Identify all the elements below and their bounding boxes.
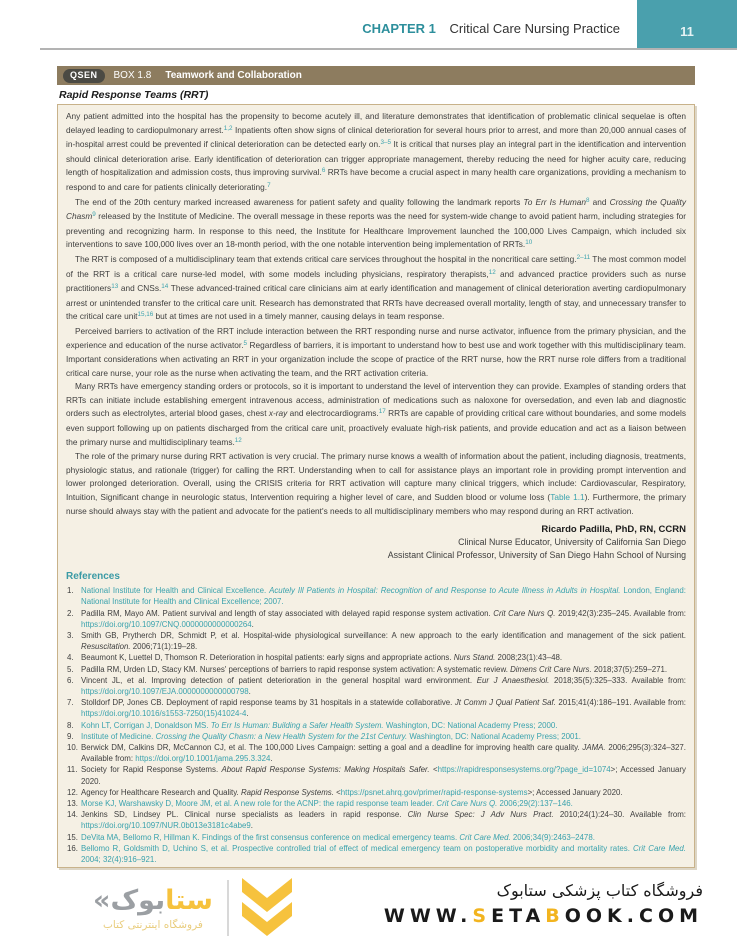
text-run: . bbox=[248, 687, 251, 697]
reference-link[interactable]: To Err Is Human: Building a Safer Health System. bbox=[210, 720, 384, 730]
citation-superscript[interactable]: 15,16 bbox=[137, 311, 154, 319]
author-title-1: Clinical Nurse Educator, University of California San Diego bbox=[458, 537, 686, 548]
body-paragraph bbox=[66, 450, 686, 518]
reference-item bbox=[66, 675, 686, 697]
citation-superscript[interactable]: 8 bbox=[585, 196, 590, 204]
italic-text: Eur J Anaesthesiol. bbox=[476, 675, 550, 685]
reference-number: 6. bbox=[67, 675, 74, 685]
reference-link[interactable]: https://psnet.ahrq.gov/primer/rapid-response-systems bbox=[340, 787, 528, 797]
store-title: فروشگاه کتاب پزشکی ستابوک bbox=[496, 881, 703, 900]
box-number-label: BOX 1.8 bbox=[113, 70, 152, 81]
citation-superscript[interactable]: 12 bbox=[488, 268, 496, 276]
italic-text: Resuscitation. bbox=[81, 642, 131, 652]
reference-item bbox=[66, 664, 686, 675]
reference-item bbox=[66, 720, 686, 731]
author-title-2: Assistant Clinical Professor, University of San Diego Hahn School of Nursing bbox=[387, 549, 686, 560]
text-run: 2006;295(3):324–327. Available from: bbox=[81, 743, 686, 764]
reference-item bbox=[66, 742, 686, 764]
references-heading: References bbox=[66, 571, 120, 583]
reference-link[interactable]: 2004; 32(4):916–921. bbox=[81, 855, 157, 865]
text-run: 2010;24(1):24–30. Available from: bbox=[553, 810, 686, 820]
brand-name-part: « bbox=[93, 884, 111, 916]
store-url-part: OOK.COM bbox=[564, 905, 703, 927]
header-divider bbox=[40, 48, 737, 50]
text-run: RRTs are capable of providing critical care without boundaries, and some models even support following up on patients discharged from the critical care unit, proactively evaluate high-risk patients, and provide education and act as a liaison between the primary nurse and multidisciplinary teams. bbox=[66, 408, 686, 447]
setabook-wordmark bbox=[93, 886, 213, 931]
qsen-badge: QSEN bbox=[63, 69, 105, 83]
reference-link[interactable]: Kohn LT, Corrigan J, Donaldson MS. bbox=[81, 720, 211, 730]
italic-text: x-ray bbox=[268, 408, 288, 419]
italic-text: Crossing the Quality Chasm bbox=[66, 196, 686, 222]
store-watermark bbox=[384, 880, 703, 927]
running-head bbox=[362, 21, 620, 36]
brand-tagline: فروشگاه اینترنتی کتاب bbox=[102, 918, 203, 931]
reference-link[interactable]: Crossing the Quality Chasm: a New Health System for the 21st Century. bbox=[155, 731, 408, 741]
text-run: and bbox=[589, 196, 610, 207]
brand-name-part: ستا bbox=[165, 884, 213, 916]
citation-superscript[interactable]: 5 bbox=[243, 339, 248, 347]
text-run: . bbox=[270, 754, 273, 764]
reference-link[interactable]: Institute of Medicine. bbox=[81, 731, 156, 741]
text-run: It is critical that nurses play an integral part in the identification and intervention should clinical deterioration arise. Early identification of deterioration can trigger appropriate management, thereby reducing the need for higher acuity care, reducing length of hospitalization and admission costs, thus improving survival. bbox=[66, 139, 687, 178]
author-block bbox=[66, 523, 686, 561]
reference-link[interactable]: Crit Care Nurs Q. bbox=[436, 799, 498, 809]
qsen-box-content bbox=[57, 104, 695, 868]
text-run: RRTs have become a crucial aspect in many health care organizations, providing a mechanism to respond to and care for patients clinically deteriorating. bbox=[66, 167, 686, 192]
setabook-logo[interactable] bbox=[93, 876, 294, 940]
text-run bbox=[81, 866, 386, 868]
setabook-chevron-icon bbox=[240, 876, 294, 940]
text-run: The role of the primary nurse during RRT activation is very crucial. The primary nurse knows a wealth of information about the patient, including diagnosis, treatments, physiologic status, and rationale (trigger) for calling the RRT. Understanding when to call for assistance plays an important role in providing prompt intervention and lower prolonged deterioration. Overall, using the CRISIS criteria for RRT activation will capture many clinical triggers, which include: Cardiovascular, Respiratory, Intuition, Significant change in neurologic status, Intervention requiring a higher level of care, and Sudden blood or volume loss ( bbox=[66, 451, 686, 503]
text-run: and electrocardiograms. bbox=[287, 408, 379, 419]
text-run: . bbox=[251, 619, 254, 629]
text-run: 2019;42(3):235–245. Available from: bbox=[555, 608, 686, 618]
reference-number: 15. bbox=[67, 832, 78, 842]
qsen-box-header bbox=[57, 66, 695, 85]
text-run: Regardless of barriers, it is important to understand how to best use and work together with this multidisciplinary team. Important considerations when activating an RRT in your organization include the scope of practice of the RRT nurse, how the RRT nurse role differs from a traditional critical care nurse, your role as the nurse when activating the team, and the RRT activation criteria. bbox=[66, 339, 686, 378]
text-run: Inpatients often show signs of clinical deterioration for several hours prior to arrest, and more than 20,000 annual cases of in-hospital arrest could be prevented if clinical deterioration can be detected early on. bbox=[66, 124, 686, 150]
text-run: Jenkins SD, Lindsey PL. Clinical nurse specialists as leaders in rapid response. bbox=[81, 810, 408, 820]
citation-superscript[interactable]: 7 bbox=[267, 181, 271, 189]
text-run: Perceived barriers to activation of the RRT include interaction between the RRT responding nurse and nurse activator, influence from the primary physician, and the experience and education of the nurse activator. bbox=[66, 325, 686, 350]
text-run: ). Furthermore, the primary nurse should always stay with the patient and advocate for the patient's needs to all multidisciplinary members who may respond during an RRT activation. bbox=[66, 492, 686, 516]
reference-number: 8. bbox=[67, 720, 74, 730]
text-run: < bbox=[429, 765, 438, 775]
citation-superscript[interactable]: 12 bbox=[234, 436, 242, 444]
italic-text: Nurs Stand. bbox=[453, 653, 496, 663]
text-run: These advanced-trained critical care clinicians aim at early identification and management of clinical deterioration averting cardiopulmonary arrest or unintended transfer to the critical care unit. Research has demonstrated that RRTs have decreased overall mortality, length of stay, and unnecessary transfer to the critical care unit bbox=[66, 283, 686, 322]
box-subtitle: Rapid Response Teams (RRT) bbox=[59, 89, 209, 101]
text-run: The end of the 20th century marked increased awareness for patient safety and quality following the landmark reports bbox=[75, 196, 524, 207]
reference-item bbox=[66, 585, 686, 607]
text-run: The most common model of the RRT is a critical care nurse-led model, with some models including physicians, respiratory therapists, bbox=[66, 253, 686, 279]
reference-link[interactable]: Morse KJ, Warshawsky D, Moore JM, et al. A new role for the ACNP: the rapid response team leader. bbox=[81, 799, 437, 809]
citation-superscript[interactable]: 14 bbox=[161, 283, 169, 291]
reference-link[interactable]: Washington, DC: National Academy Press; 2001. bbox=[407, 731, 581, 741]
page-number: 11 bbox=[680, 24, 694, 39]
reference-item bbox=[66, 731, 686, 742]
citation-superscript[interactable]: 9 bbox=[92, 211, 96, 219]
body-paragraph bbox=[66, 196, 686, 253]
text-run: Padilla RM, Urden LD, Stacy KM. Nurses' perceptions of barriers to rapid response system activation: A systematic review. bbox=[81, 664, 511, 674]
text-run: Beaumont K, Luettel D, Thomson R. Deterioration in hospital patients: early signs and appropriate actions. bbox=[81, 653, 454, 663]
text-run: Agency for Healthcare Research and Quality. bbox=[81, 787, 241, 797]
body-paragraph bbox=[66, 325, 686, 380]
reference-number: 10. bbox=[67, 743, 78, 753]
reference-item bbox=[66, 832, 686, 843]
reference-link[interactable]: Acutely Ill Patients in Hospital: Recognition of and Response to Acute Illness in Adults in Hospital. bbox=[269, 586, 621, 596]
text-run: Many RRTs have emergency standing orders or protocols, so it is important to understand the level of intervention they can provide. Examples of standing orders that RRTs can initiate include establishing emergent intravenous access, administration of medications such as naloxone for oversedation, and even lab and diagnostic orders such as electrolytes, arterial blood gases, chest bbox=[66, 381, 686, 419]
text-run: Berwick DM, Calkins DR, McCannon CJ, et al. The 100,000 Lives Campaign: setting a goal and a deadline for improving health care quality. bbox=[81, 743, 583, 753]
text-run: and advanced practice providers such as nurse practitioners bbox=[66, 268, 686, 294]
reference-link[interactable]: Table 1.1 bbox=[550, 492, 585, 503]
text-run: released by the Institute of Medicine. The overall message in these reports was the need for system-wide change to avoid patient harm, including strategies for preventing and recognizing harm. In response to this need, the Institute for Healthcare Improvement launched the 100,000 Lives Campaign, which included six interventions to save 100,000 lives over an 18-month period, with the one notable intervention being implementation of RRTs. bbox=[66, 211, 686, 250]
citation-superscript[interactable]: 17 bbox=[378, 408, 386, 416]
text-run: 2015;41(4):186–191. Available from: bbox=[555, 698, 687, 708]
reference-link[interactable]: 2006;29(2):137–146. bbox=[497, 799, 573, 809]
text-run: Smith GB, Prytherch DR, Schmidt P, et al. Hospital-wide physiological surveillance: A new approach to the early identification and management of the sick patient. bbox=[81, 631, 686, 641]
page-number-box bbox=[637, 0, 737, 48]
reference-number bbox=[67, 865, 78, 868]
author-name: Ricardo Padilla, PhD, RN, CCRN bbox=[541, 524, 686, 536]
body-paragraph bbox=[66, 110, 686, 196]
reference-number: 11. bbox=[67, 765, 78, 775]
reference-item bbox=[66, 798, 686, 809]
body-paragraph bbox=[66, 380, 686, 450]
reference-link[interactable]: Bellomo R, Goldsmith D, Uchino S, et al. Prospective controlled trial of effect of medical emergency team on postoperative morbidity and mortality rates. bbox=[81, 843, 633, 853]
text-run: Vincent JL, et al. Improving detection of patient deterioration in the general hospital ward environment. bbox=[81, 675, 477, 685]
text-run: but at times are not used in a timely manner, causing delays in team response. bbox=[153, 311, 445, 322]
reference-link[interactable]: https://doi.org/10.1016/s1553-7250(15)41024-4 bbox=[81, 709, 247, 719]
reference-item bbox=[66, 630, 686, 652]
italic-text: Jt Comm J Qual Patient Saf. bbox=[454, 698, 556, 708]
text-run: and CNSs. bbox=[118, 283, 162, 294]
reference-number: 5. bbox=[67, 664, 74, 674]
reference-item bbox=[66, 764, 686, 786]
logo-divider bbox=[227, 880, 229, 936]
reference-link[interactable]: https://doi.org/10.1097/EJA.0000000000000798 bbox=[81, 687, 249, 697]
store-url-part: WWW. bbox=[383, 905, 473, 927]
reference-item bbox=[66, 865, 686, 868]
brand-name bbox=[93, 886, 213, 916]
reference-link[interactable]: https://doi.org/10.1097/NUR.0b013e3181c4abe9 bbox=[81, 821, 251, 831]
text-run: 2006;71(1):19–28. bbox=[130, 642, 198, 652]
reference-link[interactable]: DeVita MA, Bellomo R, Hillman K. Findings of the first consensus conference on medical emergency teams. bbox=[81, 832, 460, 842]
italic-text bbox=[386, 866, 686, 868]
reference-number: 14. bbox=[67, 810, 78, 820]
reference-link[interactable]: Crit Care Med. bbox=[632, 843, 686, 853]
reference-number: 12. bbox=[67, 787, 78, 797]
text-run: >; Accessed January 2020. bbox=[527, 787, 623, 797]
reference-number: 16. bbox=[67, 843, 78, 853]
reference-link[interactable]: https://doi.org/10.1001/jama.295.3.324 bbox=[135, 754, 271, 764]
citation-superscript[interactable]: 3–5 bbox=[380, 139, 391, 147]
italic-text: Clin Nurse Spec: J Adv Nurs Pract. bbox=[407, 810, 554, 820]
text-run: 2018;37(5):259–271. bbox=[591, 664, 668, 674]
reference-number: 4. bbox=[67, 653, 74, 663]
brand-name-part: بوک bbox=[110, 884, 166, 916]
reference-number: 13. bbox=[67, 799, 78, 809]
store-url[interactable] bbox=[384, 905, 703, 927]
reference-link[interactable]: Crit Care Med. bbox=[459, 832, 511, 842]
text-run: Stolldorf DP, Jones CB. Deployment of rapid response teams by 31 hospitals in a statewide collaborative. bbox=[81, 698, 455, 708]
reference-number: 3. bbox=[67, 631, 74, 641]
text-run: The RRT is composed of a multidisciplinary team that extends critical care services throughout the hospital in the noncritical care setting. bbox=[75, 253, 577, 264]
reference-link[interactable]: https://doi.org/10.1097/CNQ.0000000000000264 bbox=[81, 619, 252, 629]
body-paragraph bbox=[66, 253, 686, 325]
reference-number: 9. bbox=[67, 731, 74, 741]
reference-number: 7. bbox=[67, 698, 74, 708]
store-url-part: B bbox=[545, 905, 565, 927]
box-title: Teamwork and Collaboration bbox=[165, 70, 302, 81]
italic-text: To Err Is Human bbox=[523, 196, 586, 207]
citation-superscript[interactable]: 2–11 bbox=[576, 253, 591, 261]
reference-item bbox=[66, 809, 686, 831]
reference-item bbox=[66, 697, 686, 719]
text-run: Any patient admitted into the hospital has the propensity to become acutely ill, and literature demonstrates that identification of problematic clinical sequelae is often delayed leading to cardiopulmonary arrest. bbox=[66, 111, 686, 135]
chapter-label: CHAPTER 1 bbox=[362, 21, 436, 36]
reference-number: 2. bbox=[67, 608, 74, 618]
store-url-part: ETA bbox=[491, 905, 546, 927]
reference-link[interactable]: London, England: National Institute for Health and Clinical Excellence; 2007. bbox=[81, 586, 686, 607]
reference-item bbox=[66, 608, 686, 630]
citation-superscript[interactable]: 13 bbox=[111, 283, 119, 291]
text-run: . bbox=[250, 821, 253, 831]
reference-link[interactable]: https://rapidresponsesystems.org/?page_id=1074 bbox=[437, 765, 611, 775]
italic-text: About Rapid Response Systems: Making Hospitals Safer. bbox=[221, 765, 430, 775]
box-paragraphs bbox=[66, 110, 686, 518]
citation-superscript[interactable]: 1,2 bbox=[223, 124, 233, 132]
text-run: 2008;23(1):43–48. bbox=[495, 653, 563, 663]
italic-text: Dimens Crit Care Nurs. bbox=[510, 664, 592, 674]
references-list bbox=[66, 585, 686, 868]
reference-number: 1. bbox=[67, 586, 74, 596]
citation-superscript[interactable]: 10 bbox=[525, 239, 533, 247]
reference-item bbox=[66, 787, 686, 798]
reference-link[interactable]: 2006;34(9):2463–2478. bbox=[510, 832, 595, 842]
italic-text: Crit Care Nurs Q. bbox=[493, 608, 556, 618]
text-run: >; Accessed January 2020. bbox=[81, 765, 687, 786]
text-run: < bbox=[333, 787, 341, 797]
reference-item bbox=[66, 843, 686, 865]
text-run: 2018;35(5):325–333. Available from: bbox=[549, 675, 686, 685]
chapter-title: Critical Care Nursing Practice bbox=[449, 21, 620, 36]
italic-text: Rapid Response Systems. bbox=[240, 787, 334, 797]
citation-superscript[interactable]: 6 bbox=[321, 167, 326, 175]
store-url-part: S bbox=[472, 905, 492, 927]
italic-text: JAMA. bbox=[582, 743, 606, 753]
text-run: Padilla RM, Mayo AM. Patient survival and length of stay associated with delayed rapid response system activation. bbox=[81, 608, 494, 618]
text-run: . bbox=[246, 709, 249, 719]
reference-item bbox=[66, 652, 686, 663]
text-run: Society for Rapid Response Systems. bbox=[81, 765, 222, 775]
reference-link[interactable]: National Institute for Health and Clinical Excellence. bbox=[81, 586, 270, 596]
reference-link[interactable]: Washington, DC: National Academy Press; 2000. bbox=[383, 720, 558, 730]
